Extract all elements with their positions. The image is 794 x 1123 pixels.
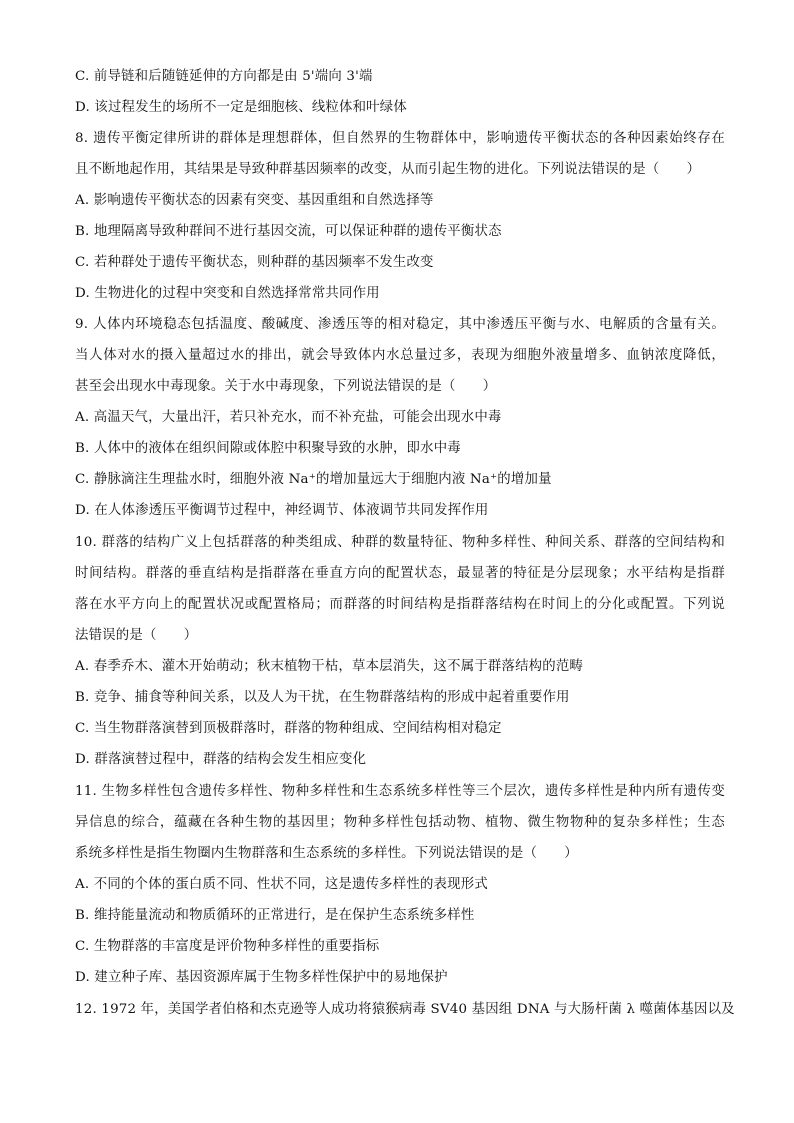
option-a-q9: A. 高温天气，大量出汗，若只补充水，而不补充盐，可能会出现水中毒 (75, 410, 502, 425)
question-11-stem-line-2: 异信息的综合，蕴藏在各种生物的基因里；物种多样性包括动物、植物、微生物物种的复杂多样性；生态 (75, 815, 725, 830)
question-9-stem-line-2: 当人体对水的摄入量超过水的排出，就会导致体内水总量过多，表现为细胞外液量增多、血钠浓度降低， (75, 348, 725, 363)
option-b-q8: B. 地理隔离导致种群间不进行基因交流，可以保证种群的遗传平衡状态 (75, 224, 502, 239)
option-b-q9: B. 人体中的液体在组织间隙或体腔中积聚导致的水肿，即水中毒 (75, 441, 461, 456)
question-9-stem-line-1: 9. 人体内环境稳态包括温度、酸碱度、渗透压等的相对稳定，其中渗透压平衡与水、电解质的含量有关。 (75, 317, 725, 332)
question-11-stem-line-3: 系统多样性是指生物圈内生物群落和生态系统的多样性。下列说法错误的是（ ） (75, 846, 578, 861)
option-b-q11: B. 维持能量流动和物质循环的正常进行，是在保护生态系统多样性 (75, 908, 475, 923)
question-8-stem-line-1: 8. 遗传平衡定律所讲的群体是理想群体，但自然界的生物群体中，影响遗传平衡状态的各种因素始终存在 (75, 131, 725, 146)
option-c-q9: C. 静脉滴注生理盐水时，细胞外液 Na⁺的增加量远大于细胞内液 Na⁺的增加量 (75, 472, 552, 487)
option-d-q8: D. 生物进化的过程中突变和自然选择常常共同作用 (75, 286, 380, 301)
option-d-q7: D. 该过程发生的场所不一定是细胞核、线粒体和叶绿体 (75, 100, 407, 115)
option-c-q8: C. 若种群处于遗传平衡状态，则种群的基因频率不发生改变 (75, 255, 434, 270)
question-10-stem-line-1: 10. 群落的结构广义上包括群落的种类组成、种群的数量特征、物种多样性、种间关系、群落的空间结构和 (75, 535, 725, 550)
option-c-q7: C. 前导链和后随链延伸的方向都是由 5'端向 3'端 (75, 69, 373, 84)
question-11-stem-line-1: 11. 生物多样性包含遗传多样性、物种多样性和生态系统多样性等三个层次，遗传多样性是种内所有遗传变 (75, 784, 725, 799)
question-12-stem-line-1: 12. 1972 年，美国学者伯格和杰克逊等人成功将猿猴病毒 SV40 基因组 DNA 与大肠杆菌 λ 噬菌体基因以及 (75, 1002, 735, 1017)
option-a-q8: A. 影响遗传平衡状态的因素有突变、基因重组和自然选择等 (75, 193, 434, 208)
question-9-stem-line-3: 甚至会出现水中毒现象。关于水中毒现象，下列说法错误的是（ ） (75, 379, 497, 394)
option-b-q10: B. 竞争、捕食等种间关系，以及人为干扰，在生物群落结构的形成中起着重要作用 (75, 690, 570, 705)
option-d-q9: D. 在人体渗透压平衡调节过程中，神经调节、体液调节共同发挥作用 (75, 503, 489, 518)
option-c-q11: C. 生物群落的丰富度是评价物种多样性的重要指标 (75, 939, 380, 954)
option-d-q10: D. 群落演替过程中，群落的结构会发生相应变化 (75, 752, 367, 767)
question-10-stem-line-2: 时间结构。群落的垂直结构是指群落在垂直方向的配置状态，最显著的特征是分层现象；水平结构是指群 (75, 566, 725, 581)
question-10-stem-line-4: 法错误的是（ ） (75, 628, 198, 643)
option-a-q11: A. 不同的个体的蛋白质不同、性状不同，这是遗传多样性的表现形式 (75, 877, 488, 892)
question-10-stem-line-3: 落在水平方向上的配置状况或配置格局；而群落的时间结构是指群落结构在时间上的分化或配置。下列说 (75, 597, 725, 612)
option-a-q10: A. 春季乔木、灌木开始萌动；秋末植物干枯，草本层消失，这不属于群落结构的范畴 (75, 659, 584, 674)
option-d-q11: D. 建立种子库、基因资源库属于生物多样性保护中的易地保护 (75, 970, 448, 985)
question-8-stem-line-2: 且不断地起作用，其结果是导致种群基因频率的改变，从而引起生物的进化。下列说法错误的是（ ） (75, 162, 701, 177)
option-c-q10: C. 当生物群落演替到顶极群落时，群落的物种组成、空间结构相对稳定 (75, 721, 502, 736)
